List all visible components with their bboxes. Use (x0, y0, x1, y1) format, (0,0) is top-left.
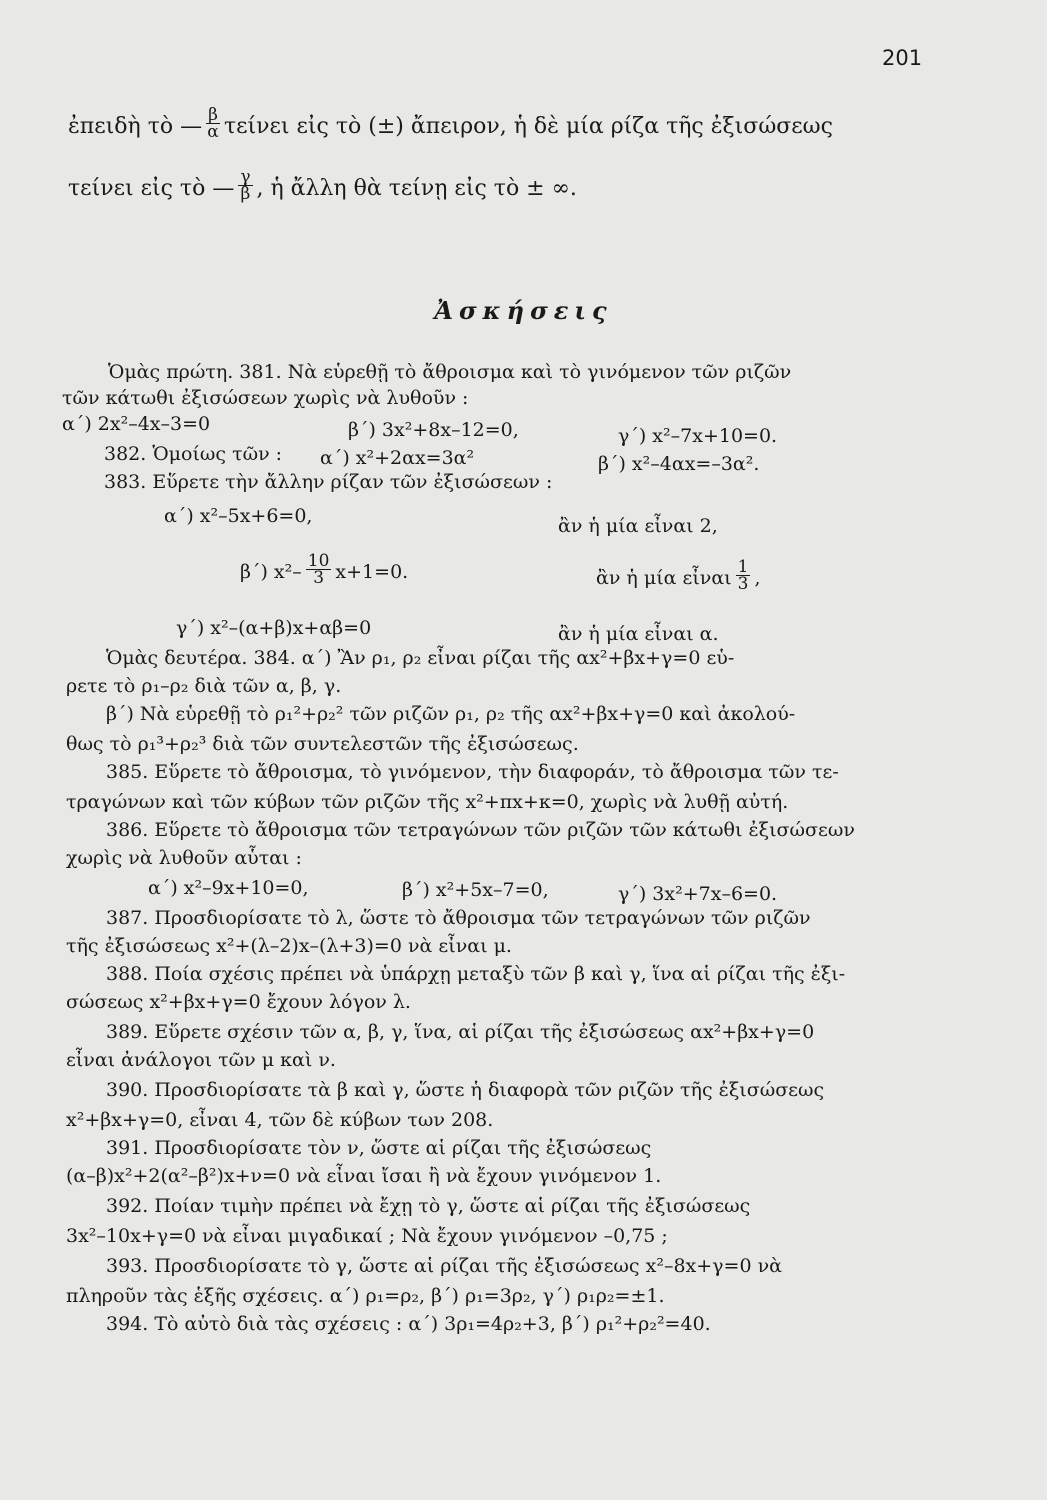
exercise-line: α΄) x²+2αx=3α² (320, 447, 475, 469)
intro-text: τείνει εἰς τὸ (±) ἄπειρον, ἡ δὲ μία ρίζα τῆς ἐξισώσεως (223, 114, 833, 139)
condition-text: ἂν ἡ μία εἶναι (596, 567, 732, 589)
page-number: 201 (882, 46, 923, 70)
exercise-line: β΄) 3x²+8x–12=0, (348, 419, 519, 441)
exercise-line: β΄) x²–4αx=–3α². (598, 453, 760, 475)
exercise-line: εἶναι ἀνάλογοι τῶν μ καὶ ν. (66, 1049, 336, 1071)
exercise-line: 385. Εὕρετε τὸ ἄθροισμα, τὸ γινόμενον, τὴν διαφοράν, τὸ ἄθροισμα τῶν τε- (106, 761, 839, 783)
exercise-line: χωρὶς νὰ λυθοῦν αὗται : (66, 847, 302, 869)
exercise-line: β΄) Νὰ εὑρεθῇ τὸ ρ₁²+ρ₂² τῶν ριζῶν ρ₁, ρ₂ τῆς αx²+βx+γ=0 καὶ ἀκολού- (106, 703, 796, 725)
exercise-line: πληροῦν τὰς ἑξῆς σχέσεις. α΄) ρ₁=ρ₂, β΄) ρ₁=3ρ₂, γ΄) ρ₁ρ₂=±1. (66, 1285, 665, 1307)
exercise-line: 389. Εὕρετε σχέσιν τῶν α, β, γ, ἵνα, αἱ ρίζαι τῆς ἐξισώσεως αx²+βx+γ=0 (106, 1021, 815, 1043)
exercise-line: 392. Ποίαν τιμὴν πρέπει νὰ ἔχῃ τὸ γ, ὥστε αἱ ρίζαι τῆς ἐξισώσεως (106, 1195, 751, 1217)
exercise-line: ἂν ἡ μία εἶναι 2, (558, 515, 718, 537)
condition-text: , (754, 567, 761, 589)
exercise-line: 386. Εὕρετε τὸ ἄθροισμα τῶν τετραγώνων τῶν ριζῶν τῶν κάτωθι ἐξισώσεων (106, 819, 855, 841)
intro-line-1 (68, 105, 833, 144)
exercise-line (240, 551, 409, 590)
fraction-denominator: 3 (313, 568, 325, 588)
intro-line-2 (68, 167, 577, 206)
intro-text: ἐπειδὴ τὸ — (68, 114, 203, 139)
fraction-numerator: 10 (307, 551, 330, 571)
fraction-numerator: 1 (737, 557, 749, 577)
exercise-line: 383. Εὕρετε τὴν ἄλλην ρίζαν τῶν ἐξισώσεων : (104, 471, 553, 493)
exercise-line: 3x²–10x+γ=0 νὰ εἶναι μιγαδικαί ; Νὰ ἔχουν γινόμενον –0,75 ; (66, 1225, 668, 1247)
fraction-denominator: 3 (737, 574, 749, 594)
fraction (306, 553, 332, 587)
fraction-numerator: β (208, 105, 218, 125)
exercise-line: θως τὸ ρ₁³+ρ₂³ διὰ τῶν συντελεστῶν τῆς ἐξισώσεως. (66, 733, 579, 755)
exercise-line: ρετε τὸ ρ₁–ρ₂ διὰ τῶν α, β, γ. (66, 675, 342, 697)
fraction (736, 559, 751, 593)
exercise-line: 391. Προσδιορίσατε τὸν ν, ὥστε αἱ ρίζαι τῆς ἐξισώσεως (106, 1137, 652, 1159)
exercise-line: 387. Προσδιορίσατε τὸ λ, ὥστε τὸ ἄθροισμα τῶν τετραγώνων τῶν ριζῶν (106, 907, 811, 929)
exercise-line: 388. Ποία σχέσις πρέπει νὰ ὑπάρχῃ μεταξὺ τῶν β καὶ γ, ἵνα αἱ ρίζαι τῆς ἐξι- (106, 963, 846, 985)
exercise-line: Ὁμὰς δευτέρα. 384. α΄) Ἂν ρ₁, ρ₂ εἶναι ρίζαι τῆς αx²+βx+γ=0 εὑ- (106, 647, 735, 669)
intro-text: , ἡ ἄλλη θὰ τείνῃ εἰς τὸ ± ∞. (256, 176, 577, 201)
fraction (206, 107, 220, 141)
exercise-line: τῶν κάτωθι ἐξισώσεων χωρὶς νὰ λυθοῦν : (62, 387, 469, 409)
fraction (238, 169, 252, 203)
exercise-line: σώσεως x²+βx+γ=0 ἔχουν λόγον λ. (66, 991, 411, 1013)
equation-text: β΄) x²– (240, 561, 302, 583)
fraction-numerator: γ (240, 167, 251, 187)
exercise-line: γ΄) x²–7x+10=0. (618, 425, 778, 447)
intro-text: τείνει εἰς τὸ — (68, 176, 235, 201)
exercise-line: τραγώνων καὶ τῶν κύβων τῶν ριζῶν τῆς x²+πx+κ=0, χωρὶς νὰ λυθῇ αὐτή. (66, 791, 789, 813)
fraction-denominator: β (240, 184, 251, 204)
fraction-denominator: α (207, 122, 219, 142)
exercise-line: α΄) x²–9x+10=0, (148, 877, 309, 899)
exercise-line: (α–β)x²+2(α²–β²)x+ν=0 νὰ εἶναι ἴσαι ἢ νὰ ἔχουν γινόμενον 1. (66, 1165, 662, 1187)
exercise-line: Ὁμὰς πρώτη. 381. Νὰ εὑρεθῇ τὸ ἄθροισμα καὶ τὸ γινόμενον τῶν ριζῶν (108, 361, 792, 383)
exercise-line: ἂν ἡ μία εἶναι α. (558, 623, 719, 645)
exercise-line: 382. Ὁμοίως τῶν : (104, 443, 283, 465)
exercise-line: 390. Προσδιορίσατε τὰ β καὶ γ, ὥστε ἡ διαφορὰ τῶν ριζῶν τῆς ἐξισώσεως (106, 1079, 825, 1101)
exercise-line: α΄) 2x²–4x–3=0 (62, 413, 211, 435)
exercise-line: γ΄) 3x²+7x–6=0. (618, 883, 778, 905)
exercise-line: γ΄) x²–(α+β)x+αβ=0 (176, 617, 372, 639)
exercise-line: α΄) x²–5x+6=0, (164, 505, 313, 527)
equation-text: x+1=0. (335, 561, 409, 583)
exercise-line: β΄) x²+5x–7=0, (402, 879, 549, 901)
exercise-line: 393. Προσδιορίσατε τὸ γ, ὥστε αἱ ρίζαι τῆς ἐξισώσεως x²–8x+γ=0 νὰ (106, 1255, 782, 1277)
exercise-line: τῆς ἐξισώσεως x²+(λ–2)x–(λ+3)=0 νὰ εἶναι μ. (66, 935, 512, 957)
exercise-line (596, 557, 761, 596)
exercise-line: x²+βx+γ=0, εἶναι 4, τῶν δὲ κύβων των 208. (66, 1109, 494, 1131)
section-heading: Ἀσκήσεις (434, 296, 613, 325)
exercise-line: 394. Τὸ αὐτὸ διὰ τὰς σχέσεις : α΄) 3ρ₁=4ρ₂+3, β΄) ρ₁²+ρ₂²=40. (106, 1313, 711, 1335)
